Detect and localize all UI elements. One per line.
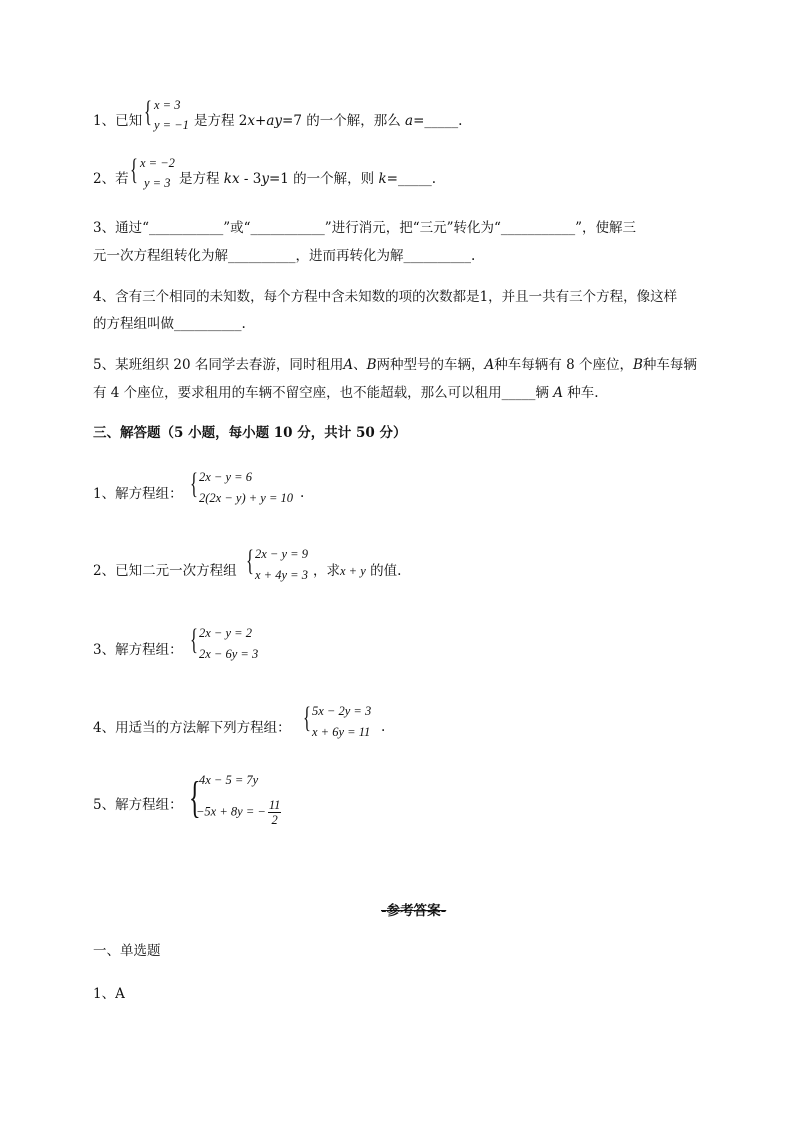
question-fill-3-line2: 元一次方程组转化为解__________，进而再转化为解__________. <box>93 248 476 264</box>
equation-bottom: x + 6y = 11 <box>312 725 371 739</box>
question-fill-4-line1: 4、含有三个相同的未知数，每个方程中含未知数的项的次数都是1，并且一共有三个方程，像这样 <box>93 289 678 305</box>
question-text: 是方程 2x+ay=7 的一个解，那么 a=_____. <box>194 113 463 129</box>
question-number: 1、解方程组： <box>93 486 183 502</box>
question-fill-3-line1: 3、通过“___________”或“___________”进行消元，把“三元”转化为“___________”，使解三 <box>93 220 637 236</box>
brace-icon: { <box>246 544 254 577</box>
equation-top: 5x − 2y = 3 <box>312 704 372 718</box>
question-number: 1、已知 <box>93 113 143 129</box>
section-heading: 三、解答题（5 小题，每小题 10 分，共计 50 分） <box>93 425 407 441</box>
equation-top: 4x − 5 = 7y <box>199 773 259 787</box>
question-fill-4-line2: 的方程组叫做__________. <box>93 316 246 332</box>
answers-section-heading: 一、单选题 <box>93 943 161 959</box>
brace-icon: { <box>130 153 138 186</box>
question-number: 5、解方程组： <box>93 797 183 813</box>
question-number: 2、若 <box>93 171 129 187</box>
equation-top: 2x − y = 2 <box>199 626 252 640</box>
question-number: 3、解方程组： <box>93 642 183 658</box>
question-number: 2、已知二元一次方程组 <box>93 563 237 579</box>
question-fill-5-line1: 5、某班组织 20 名同学去春游，同时租用A、B两种型号的车辆，A种车每辆有 8 个座位，B种车每辆 <box>93 357 697 373</box>
answer-item: 1、A <box>93 986 125 1002</box>
equation-bottom: −5x + 8y = − $\frac{11}{2}$ <box>196 798 281 827</box>
equation-top: 2x − y = 9 <box>255 547 308 561</box>
question-text: 是方程 kx - 3y=1 的一个解，则 k=_____. <box>179 171 436 187</box>
brace-icon: { <box>190 623 198 656</box>
answers-title: -参考答案- <box>381 903 447 919</box>
question-number: 4、用适当的方法解下列方程组： <box>93 720 291 736</box>
equation-bottom: y = −1 <box>154 118 189 132</box>
question-fill-5-line2: 有 4 个座位，要求租用的车辆不留空座，也不能超载，那么可以租用_____辆 A 种车. <box>93 385 599 401</box>
equation-bottom: 2(2x − y) + y = 10 <box>199 491 294 505</box>
equation-bottom: y = 3 <box>144 176 171 190</box>
equation-top: 2x − y = 6 <box>199 470 252 484</box>
brace-icon: { <box>144 95 152 128</box>
brace-icon: { <box>190 467 198 500</box>
brace-icon: { <box>189 773 201 822</box>
equation-top: x = −2 <box>140 156 175 170</box>
equation-top: x = 3 <box>154 98 181 112</box>
equation-bottom: 2x − 6y = 3 <box>199 647 259 661</box>
equation-bottom: x + 4y = 3 <box>255 568 308 582</box>
brace-icon: { <box>303 701 311 734</box>
